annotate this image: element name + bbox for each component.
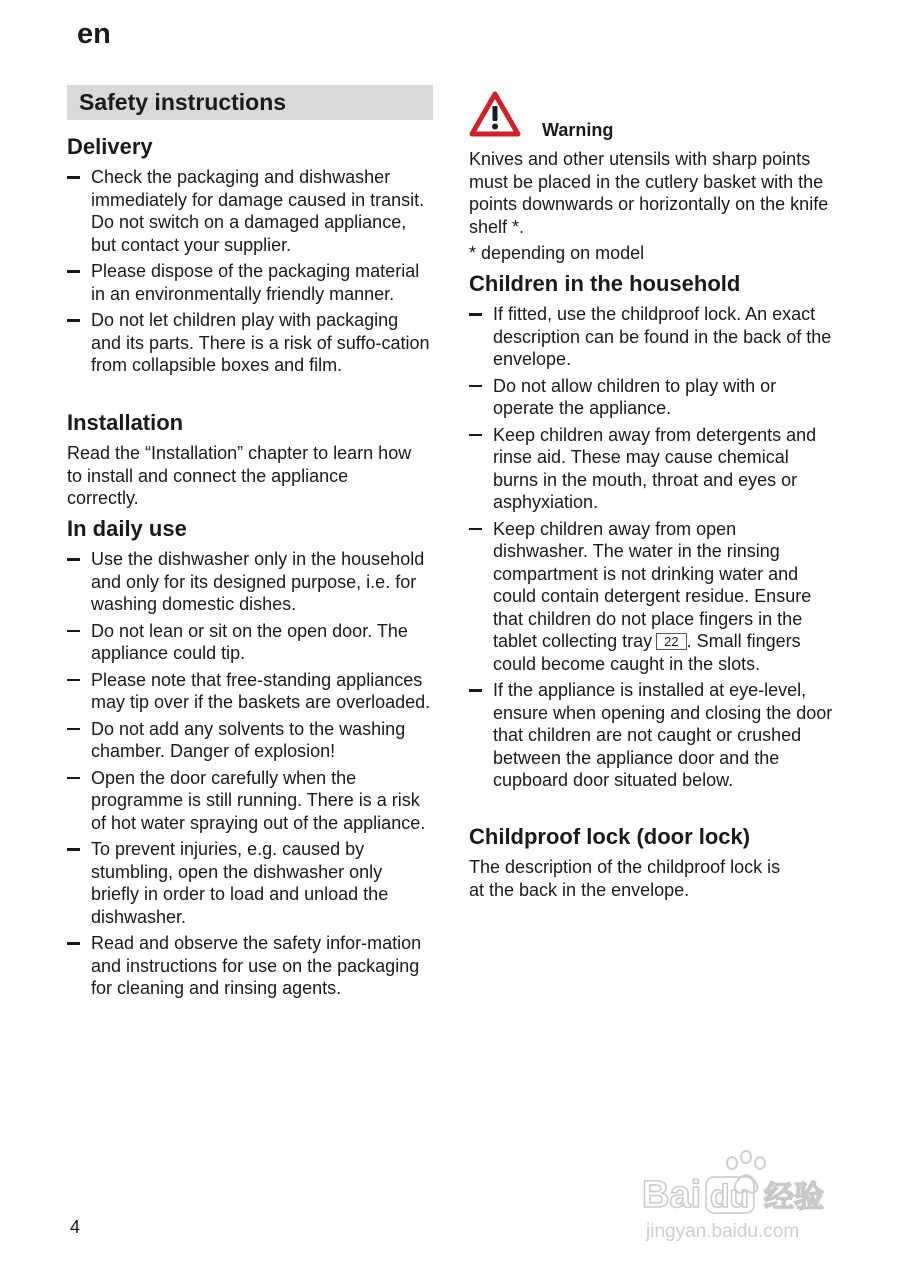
svg-text:Bai: Bai	[642, 1174, 702, 1216]
list-item: Please dispose of the packaging material in an environmentally friendly manner.	[67, 260, 433, 305]
page-reference-link[interactable]: 22	[656, 633, 686, 650]
list-item: Do not allow children to play with or operate the appliance.	[469, 375, 835, 420]
list-item: Please note that free-standing appliances may tip over if the baskets are overloaded.	[67, 669, 433, 714]
children-list	[469, 303, 835, 796]
installation-text: Read the “Installation” chapter to learn how to install and connect the appliance correctly.	[67, 443, 412, 508]
list-item: Do not let children play with packaging and its parts. There is a risk of suffo-cation from collapsible boxes and film.	[67, 309, 433, 377]
footnote: * depending on model	[469, 243, 645, 263]
warning-triangle-icon	[469, 91, 521, 137]
list-item	[469, 518, 835, 676]
warning-text: Knives and other utensils with sharp points must be placed in the cutlery basket with the points downwards or horizontally on the knife shelf *.	[469, 149, 829, 237]
svg-text:du: du	[710, 1178, 750, 1214]
baidu-watermark-logo	[640, 1145, 860, 1245]
svg-text:经验: 经验	[764, 1180, 824, 1215]
warning-label: Warning	[542, 120, 614, 140]
installation-heading: Installation	[67, 410, 184, 435]
list-item: Keep children away from detergents and rinse aid. These may cause chemical burns in the mouth, throat and eyes or asphyxiation.	[469, 424, 835, 514]
children-heading: Children in the household	[469, 271, 741, 296]
list-item: To prevent injuries, e.g. caused by stumbling, open the dishwasher only briefly in order to load and unload the dishwasher.	[67, 838, 433, 928]
item-text: Keep children away from open dishwasher. The water in the rinsing compartment is not drinking water and could contain detergent residue. Ensure that children do not place fingers in the tablet collecting tray	[493, 518, 812, 651]
daily-use-list	[67, 548, 433, 1004]
list-item: Check the packaging and dishwasher immediately for damage caused in transit. Do not switch on a damaged appliance, but contact your supplier.	[67, 166, 433, 256]
item-text: . Small fingers could become caught in the slots.	[493, 631, 801, 674]
list-item: Open the door carefully when the programme is still running. There is a risk of hot water spraying out of the appliance.	[67, 767, 433, 835]
svg-text:jingyan.baidu.com: jingyan.baidu.com	[646, 1221, 800, 1242]
daily-use-heading: In daily use	[67, 516, 187, 541]
delivery-heading: Delivery	[67, 134, 153, 159]
delivery-list	[67, 166, 433, 381]
list-item: Read and observe the safety infor-mation and instructions for use on the packaging for cleaning and rinsing agents.	[67, 932, 433, 1000]
list-item: If fitted, use the childproof lock. An exact description can be found in the back of the envelope.	[469, 303, 835, 371]
list-item: Use the dishwasher only in the household and only for its designed purpose, i.e. for washing domestic dishes.	[67, 548, 433, 616]
list-item: Do not lean or sit on the open door. The appliance could tip.	[67, 620, 433, 665]
list-item: Do not add any solvents to the washing chamber. Danger of explosion!	[67, 718, 433, 763]
section-title: Safety instructions	[67, 85, 433, 120]
childproof-text: The description of the childproof lock is at the back in the envelope.	[469, 857, 781, 900]
language-code: en	[77, 18, 111, 50]
page-number: 4	[70, 1217, 81, 1237]
childproof-heading: Childproof lock (door lock)	[469, 824, 751, 849]
list-item: If the appliance is installed at eye-level, ensure when opening and closing the door that children are not caught or crushed between the appliance door and the cupboard door situated below.	[469, 679, 835, 792]
